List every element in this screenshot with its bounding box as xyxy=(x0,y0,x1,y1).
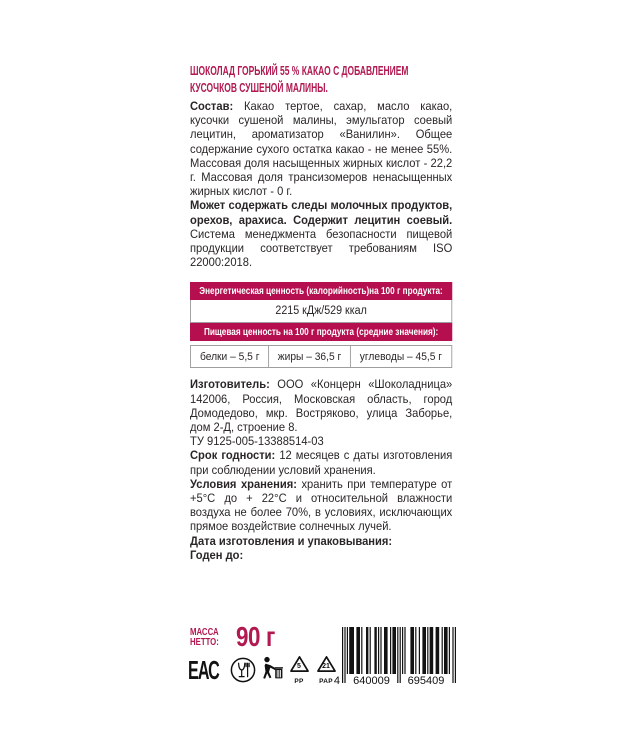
composition-paragraph xyxy=(190,99,452,198)
manufacturer-paragraph xyxy=(190,377,452,434)
recycle-pp-number: 5 xyxy=(297,663,301,670)
recycle-pap-number: 21 xyxy=(322,663,330,670)
certification-icons-row xyxy=(188,654,337,686)
net-mass-label-line1: МАССА xyxy=(190,627,219,638)
storage-conditions-paragraph xyxy=(190,477,452,534)
composition-text: Какао тертое, сахар, масло какао, кусочки сушеной малины, эмульгатор соевый лецитин, ароматизатор «Ванилин». Общее содержание сухого остатка какао - не менее 55%. Массовая доля насыщенных жирных кислот - 22,2 г. Массовая доля трансизомеров ненасыщенных жирных кислот - 0 г. xyxy=(190,99,453,199)
energy-value-text: 2215 кДж/529 ккал xyxy=(275,305,367,318)
storage-conditions-text: хранить при температуре от +5°С до + 22°С и относительной влажности воздуха не более 70%, в условиях, исключающих прямое воздействие солнечных лучей. xyxy=(190,476,453,534)
food-safe-glass-fork-icon xyxy=(230,657,256,683)
barcode-group1: 640009 xyxy=(347,674,396,688)
manufacturer-label: Изготовитель: xyxy=(190,377,270,392)
label-text-column xyxy=(190,62,452,562)
recycle-pap-label: PAP xyxy=(319,678,333,685)
eac-mark-text: ЕАС xyxy=(188,655,219,685)
shelf-life-text: 12 месяцев с даты изготовления при соблюдении условий хранения. xyxy=(190,448,453,477)
storage-conditions-label: Условия хранения: xyxy=(190,476,297,491)
barcode-group2: 695409 xyxy=(401,674,451,688)
tidy-man-icon xyxy=(261,655,283,685)
protein-cell: белки – 5,5 г xyxy=(199,350,260,363)
tu-number: ТУ 9125-005-13388514-03 xyxy=(190,434,324,449)
energy-value-row xyxy=(190,300,452,323)
iso-certification-text: Система менеджмента безопасности пищевой продукции соответствует требованиям ISO 22000:2018. xyxy=(190,226,453,270)
ean13-barcode xyxy=(333,627,460,691)
food-value-header xyxy=(190,323,452,341)
nutrition-table xyxy=(190,282,452,368)
energy-value-header xyxy=(190,282,452,300)
net-mass-label xyxy=(190,628,227,647)
net-mass-value: 90 г xyxy=(236,621,275,652)
best-before-label: Годен до: xyxy=(190,547,244,562)
food-value-header-text: Пищевая ценность на 100 г продукта (средние значения): xyxy=(203,326,439,339)
eac-mark-icon xyxy=(188,656,225,684)
fat-cell: жиры – 36,5 г xyxy=(268,346,349,367)
macronutrient-row xyxy=(190,345,452,368)
allergen-warning-text: Может содержать следы молочных продуктов, орехов, арахиса. Содержит лецитин соевый. xyxy=(190,198,453,227)
net-mass-label-line2: НЕТТО: xyxy=(190,636,219,648)
manufacturer-text: ООО «Концерн «Шоколадница» 142006, Россия, Московская область, город Домодедово, мкр. Востряково, улица Заборье, дом 2-Д, строение 8. xyxy=(190,377,453,435)
product-title xyxy=(190,62,452,96)
carbohydrate-cell: углеводы – 45,5 г xyxy=(350,346,452,367)
barcode-first-digit: 4 xyxy=(333,675,340,687)
recycle-pp-icon xyxy=(288,655,310,685)
product-title-line1: ШОКОЛАД ГОРЬКИЙ 55 % КАКАО С ДОБАВЛЕНИЕМ xyxy=(190,63,409,78)
shelf-life-label: Срок годности: xyxy=(190,448,276,463)
production-date-label: Дата изготовления и упаковывания: xyxy=(190,533,393,548)
allergen-paragraph xyxy=(190,198,452,269)
shelf-life-paragraph xyxy=(190,448,452,476)
energy-value-header-text: Энергетическая ценность (калорийность)на 100 г продукта: xyxy=(199,285,443,298)
product-title-line2: КУСОЧКОВ СУШЕНОЙ МАЛИНЫ. xyxy=(190,80,328,95)
composition-label: Состав: xyxy=(190,99,234,113)
recycle-pp-label: PP xyxy=(294,678,304,685)
